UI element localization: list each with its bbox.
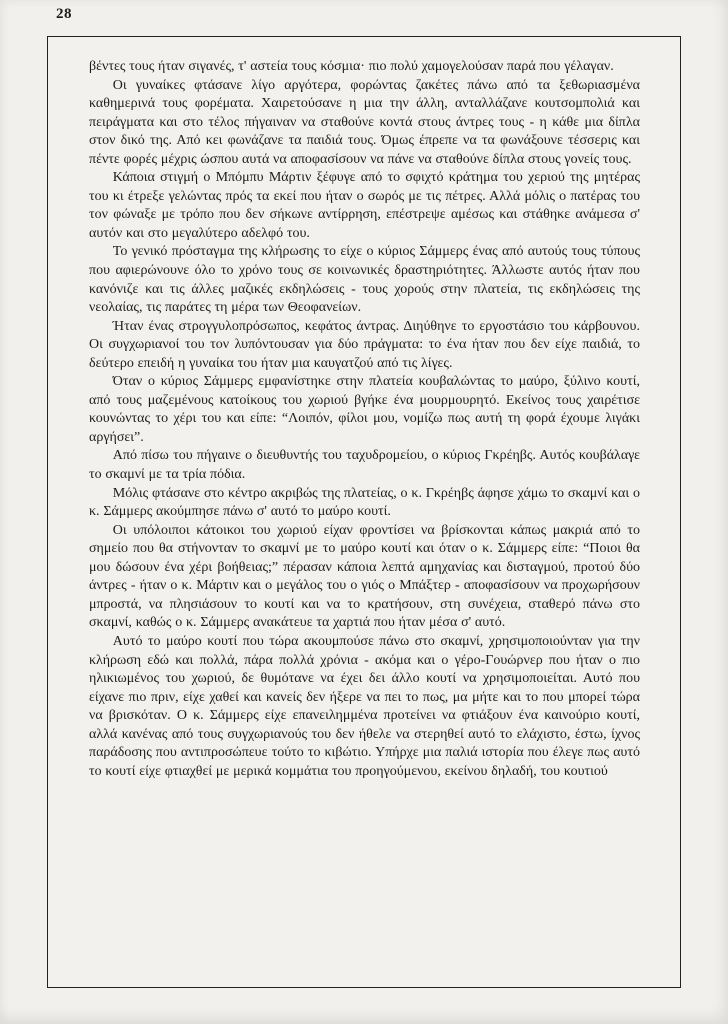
paragraph: Αυτό το μαύρο κουτί που τώρα ακουμπούσε πάνω στο σκαμνί, χρησιμοποιούνταν για την κλήρωση εδώ και πολλά, πάρα πολλά χρόνια - ακόμα και ο γέρο-Γουώρνερ που ήταν ο πιο ηλικιωμένος του χωριού, δε θυμότανε να έχει δει άλλο κουτί να χρησιμοποιείται. Αυτό που είχανε πιο πριν, είχε χαθεί και κανείς δεν ήξερε να πει το πως, μα μήτε και το που μπορεί τώρα να βρισκόταν. Ο κ. Σάμμερς είχε επανειλημμένα προτείνει να φτιάξουν ένα καινούριο κουτί, αλλά κανένας από τους συγχωριανούς του δεν ήθελε να στερηθεί αυτό το ελάχιστο, έστω, ίχνος παράδοσης που αντιπροσώπευε τούτο το κιβώτιο. Υπήρχε μια παλιά ιστορία που έλεγε πως αυτό το κουτί είχε φτιαχθεί με μερικά κομμάτια του προηγούμενου, εκείνου δηλαδή, του κουτιού xyxy=(89,633,640,779)
paragraph: βέντες τους ήταν σιγανές, τ' αστεία τους κόσμια· πιο πολύ χαμογελούσαν παρά που γέλαγαν. xyxy=(89,59,614,74)
paragraph: Από πίσω του πήγαινε ο διευθυντής του ταχυδρομείου, ο κύριος Γκρέηβς. Αυτός κουβάλαγε το σκαμνί με τα τρία πόδια. xyxy=(89,448,640,483)
paragraph: Ήταν ένας στρογγυλοπρόσωπος, κεφάτος άντρας. Διηύθηνε το εργοστάσιο του κάρβουνου. Οι συγχωριανοί του τον λυπόντουσαν για δύο πράγματα: το ένα ήταν που δεν είχε παιδιά, το δεύτερο επειδή η γυναίκα του ήταν μια καυγατζού από τις λίγες. xyxy=(89,318,640,371)
page-number: 28 xyxy=(56,6,72,22)
paragraph: Το γενικό πρόσταγμα της κλήρωσης το είχε ο κύριος Σάμμερς ένας από αυτούς τους τύπους που αφιερώνουνε όλο το χρόνο τους σε κοινωνικές δραστηριότητες. Άλλωστε αυτός ήταν που κανόνιζε και τις άλλες μαζικές εκδηλώσεις - τους χορούς στην πλατεία, τις εκδηλώσεις της νεολαίας, τις παράτες τη μέρα των Θεοφανείων. xyxy=(89,244,640,316)
paragraph: Κάποια στιγμή ο Μπόμπυ Μάρτιν ξέφυγε από το σφιχτό κράτημα του χεριού της μητέρας του κι έτρεξε γελώντας πρός τα εκεί που ήταν ο σωρός με τις πέτρες. Αλλά μόλις ο πατέρας του τον φώναξε με τρόπο που δεν σήκωνε αντίρρηση, επέστρεψε αμέσως και στάθηκε ανάμεσα σ' αυτόν και στο μεγαλύτερο αδελφό του. xyxy=(89,170,640,241)
text-frame-border xyxy=(47,36,681,988)
paragraph: Οι υπόλοιποι κάτοικοι του χωριού είχαν φροντίσει να βρίσκονται κάπως μακριά από το σημείο που θα στήνονταν το σκαμνί με το μαύρο κουτί και όταν ο κ. Σάμμερς είπε: “Ποιοι θα μου δώσουν ένα χέρι βοήθειας;” πέρασαν κάποια λεπτά αμηχανίας και δισταγμού, προτού δύο άντρες - ήταν ο κ. Μάρτιν και ο μεγάλος του ο γιός ο Μπάξτερ - αποφασίσουν να προχωρήσουν μπροστά, να πλησιάσουν το κουτί και να το κρατήσουν, στη συνέχεια, σταθερό πάνω στο σκαμνί, καθώς ο κ. Σάμμερς ανακάτευε τα χαρτιά που ήταν μέσα σ' αυτό. xyxy=(89,522,640,631)
paragraph: Μόλις φτάσανε στο κέντρο ακριβώς της πλατείας, ο κ. Γκρέηβς άφησε χάμω το σκαμνί και ο κ. Σάμμερς ακούμπησε πάνω σ' αυτό το μαύρο κουτί. xyxy=(89,485,640,520)
paragraph: Οι γυναίκες φτάσανε λίγο αργότερα, φορώντας ζακέτες πάνω από τα ξεθωριασμένα καθημερινά τους φορέματα. Χαιρετούσανε η μια την άλλη, ανταλλάζανε κουτσομπολιά και πειράγματα και στο τέλος πήγαιναν να σταθούνε κοντά στους άντρες τους - η κάθε μια δίπλα στον δικό της. Από κει φωνάζανε τα παιδιά τους. Όμως έπρεπε να τα φωνάξουνε τέσσερις και πέντε φορές μέχρις ώσπου αυτά να αποφασίσουν να πάνε να σταθούνε δίπλα στους γονείς τους. xyxy=(89,77,640,167)
paragraph: Όταν ο κύριος Σάμμερς εμφανίστηκε στην πλατεία κουβαλώντας το μαύρο, ξύλινο κουτί, από τους μαζεμένους κατοίκους του χωριού βγήκε ένα μουρμουρητό. Εκείνος τους χαιρέτισε κουνώντας το χέρι του και είπε: “Λοιπόν, φίλοι μου, νομίζω πως αυτή τη φορά έχουμε λιγάκι αργήσει”. xyxy=(89,374,640,445)
body-text xyxy=(48,37,680,987)
